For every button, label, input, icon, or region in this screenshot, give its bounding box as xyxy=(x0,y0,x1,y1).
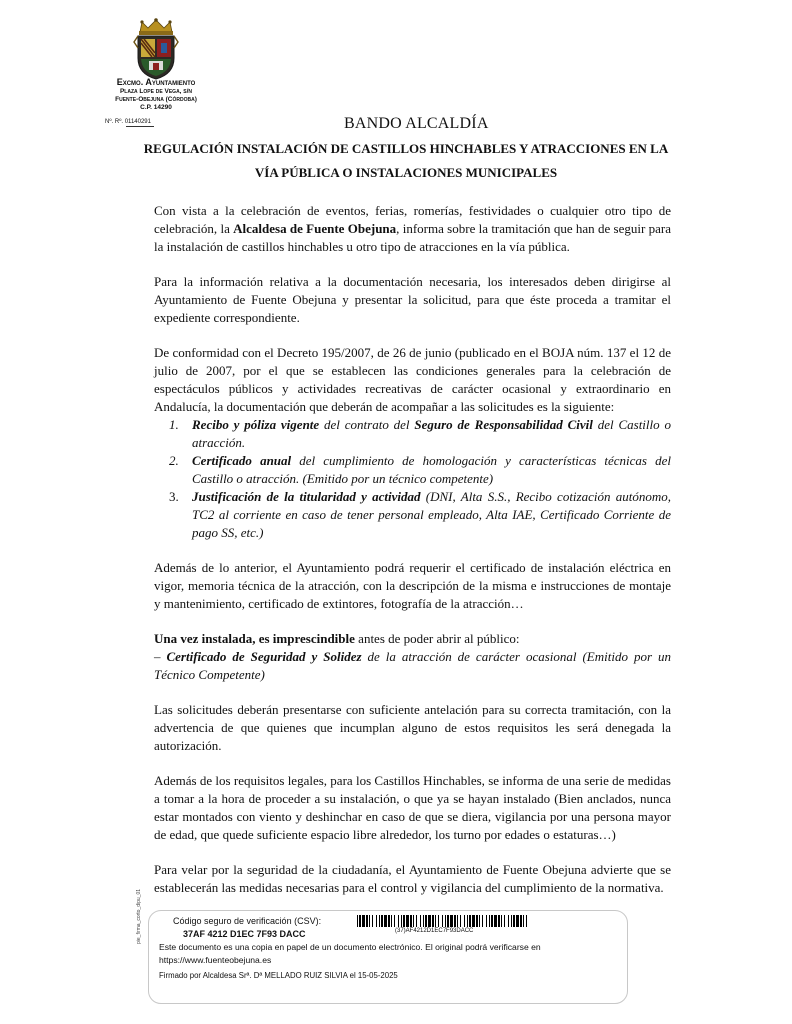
mayor-name: Alcaldesa de Fuente Obejuna xyxy=(233,221,397,236)
paragraph-safety-measures: Además de los requisitos legales, para los Castillos Hinchables, se informa de una serie de medidas a tomar a la hora de proceder a su instalación, o que ya se hayan instalado (Bien anclados, nunca estar montados con viento y deshinchar en caso de que se diera, vigilancia por una persona mayor de edad, que quede suficiente espacio libre alrededor, los turno por edades o estaturas…) xyxy=(154,773,671,842)
list-item: 3. Justificación de la titularidad y actividad (DNI, Alta S.S., Recibo cotización autónomo, TC2 al corriente en caso de tener personal empleado, Alta IAE, Certificado Corriente de pago SS, etc.) xyxy=(169,489,671,540)
list-item: 1. Recibo y póliza vigente del contrato del Seguro de Responsabilidad Civil del Castillo o atracción. xyxy=(169,417,671,450)
paragraph-installed: Una vez instalada, es imprescindible antes de poder abrir al público: – Certificado de Seguridad y Solidez de la atracción de carácter ocasional (Emitido por un Técnico Competente) xyxy=(154,631,671,682)
required-documents-list xyxy=(154,416,671,542)
paragraph-information: Para la información relativa a la documentación necesaria, los interesados deben dirigirse al Ayuntamiento de Fuente Obejuna y presentar la solicitud, para que éste proceda a tramitar el expediente correspondiente. xyxy=(154,274,671,325)
org-name: Excmo. Ayuntamiento xyxy=(116,77,196,87)
csv-code: 37AF 4212 D1EC 7F93 DACC xyxy=(183,929,306,939)
paragraph-deadline: Las solicitudes deberán presentarse con suficiente antelación para su correcta tramitación, con la advertencia de que quienes que incumplan alguno de estos requisitos les será denegada la autorización. xyxy=(154,702,671,753)
page-title: BANDO ALCALDÍA xyxy=(344,115,489,132)
document-body xyxy=(154,202,671,914)
paragraph-additional-requirements: Además de lo anterior, el Ayuntamiento podrá requerir el certificado de instalación eléctrica en vigor, memoria técnica de la atracción, con la descripción de la misma e instrucciones de montaje y mantenimiento, certificado de extintores, fotografía de la atracción… xyxy=(154,560,671,611)
paragraph-decree: De conformidad con el Decreto 195/2007, de 26 de junio (publicado en el BOJA núm. 137 el 12 de julio de 2007, por el que se establecen las condiciones generales para la celebración de espectáculos públicos y actividades recreativas de carácter ocasional y extraordinario en Andalucía, la documentación que deberán de acompañar a las solicitudes es la siguiente: xyxy=(154,345,671,414)
barcode-icon xyxy=(357,915,528,927)
paragraph-intro: Con vista a la celebración de eventos, ferias, romerías, festividades o cualquier otro tipo de celebración, la Alcaldesa de Fuente Obejuna, informa sobre la tramitación que han de seguir para la instalación de castillos hinchables u otro tipo de atracciones en la vía pública. xyxy=(154,203,671,254)
org-address: Plaza Lope de Vega, s/n xyxy=(119,88,193,95)
list-item: 2. Certificado anual del cumplimiento de homologación y características técnicas del Castillo o atracción. (Emitido por un técnico competente) xyxy=(169,453,671,486)
verification-url[interactable]: https://www.fuenteobejuna.es xyxy=(159,955,272,965)
org-city: Fuente-Obejuna (Córdoba) xyxy=(115,96,197,103)
registry-underline xyxy=(126,126,154,127)
verification-box xyxy=(148,910,628,1004)
verification-note: Este documento es una copia en papel de un documento electrónico. El original podrá verificarse en xyxy=(159,942,541,952)
barcode-text: (37)AF4212D1EC7F93DACC xyxy=(395,928,474,934)
document-subject: REGULACIÓN INSTALACIÓN DE CASTILLOS HINCHABLES Y ATRACCIONES EN LA VÍA PÚBLICA O INSTALACIONES MUNICIPALES xyxy=(143,141,669,180)
csv-label: Código seguro de verificación (CSV): xyxy=(173,916,322,926)
paragraph-closing: Para velar por la seguridad de la ciudadanía, el Ayuntamiento de Fuente Obejuna advierte que se establecerán las medidas necesarias para el control y vigilancia del cumplimiento de la normativa. xyxy=(154,862,671,895)
municipal-crest-logo xyxy=(132,18,180,80)
registry-number: Nº. Rº. 01140291 xyxy=(105,119,151,125)
signature-line: Firmado por Alcaldesa Srª. Dª MELLADO RUIZ SILVIA el 15-05-2025 xyxy=(159,971,398,980)
side-footer-code: pie_firma_corto_dipu_01 xyxy=(136,888,142,944)
org-postal-code: C.P. 14290 xyxy=(140,104,172,111)
